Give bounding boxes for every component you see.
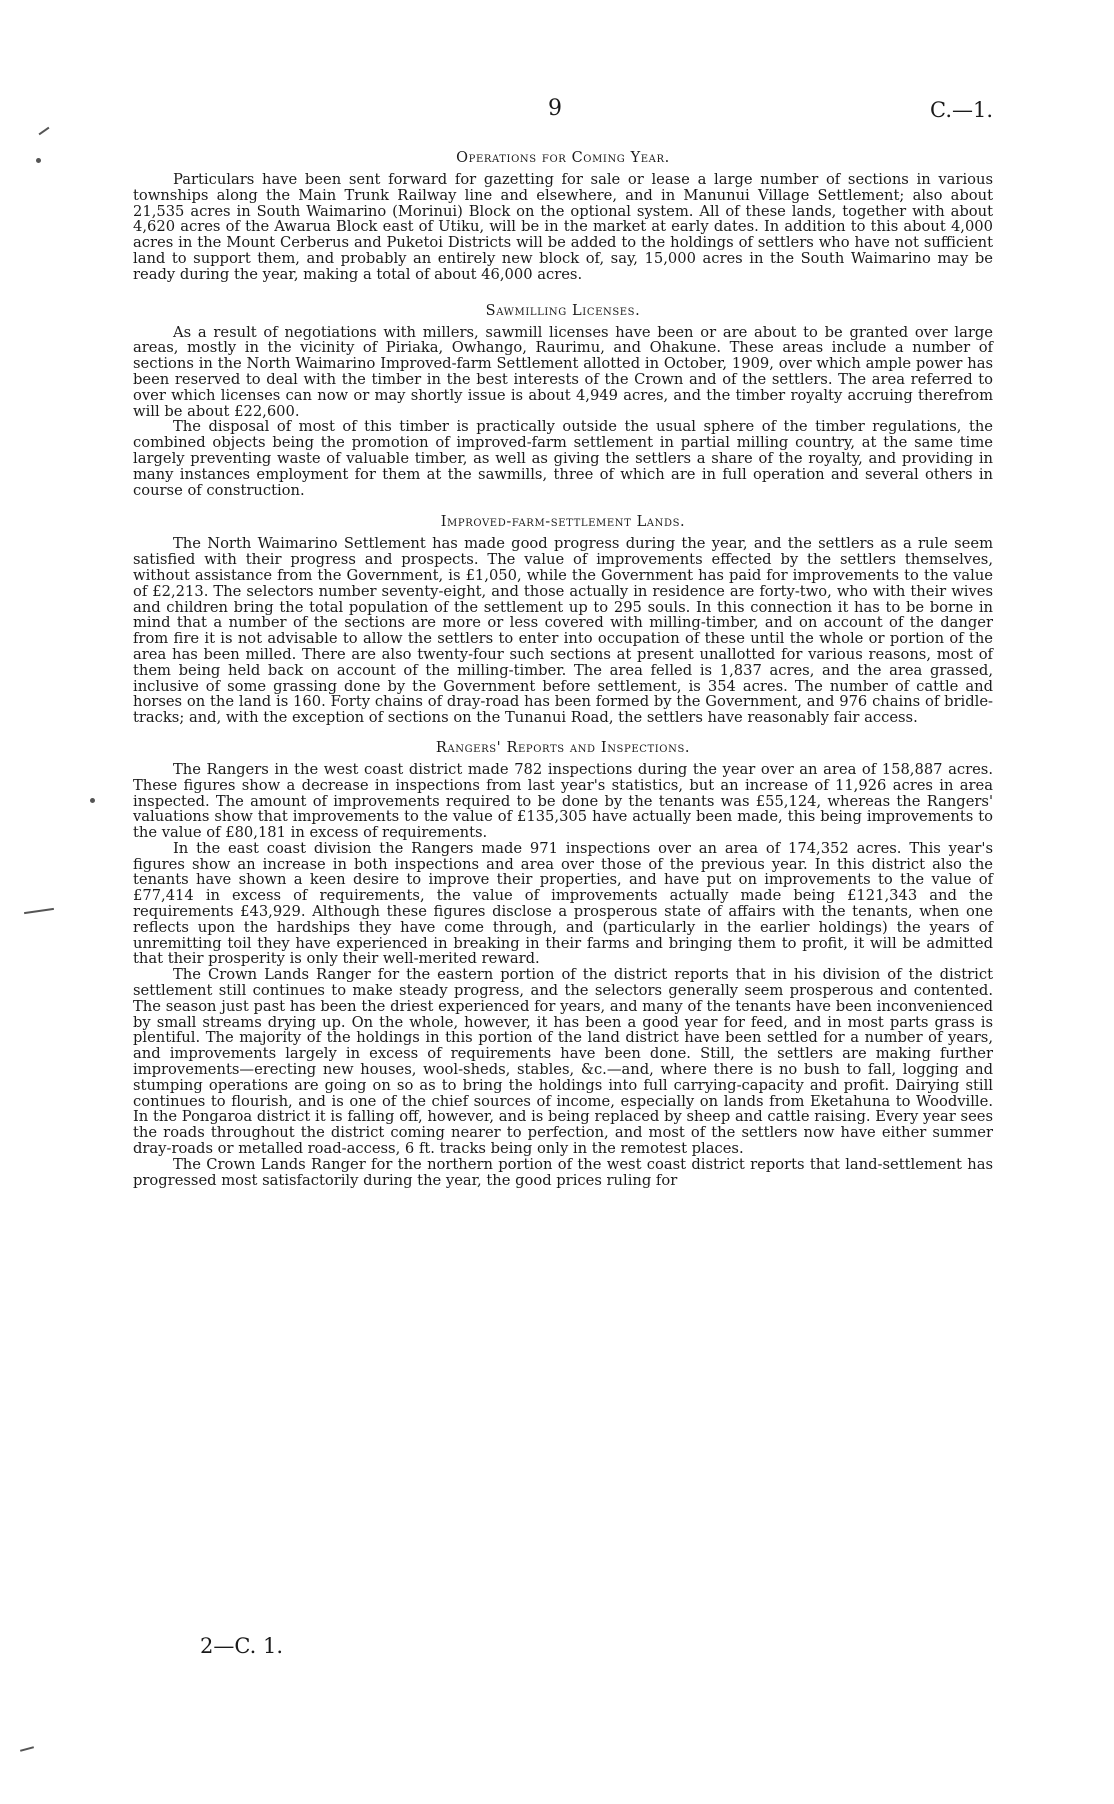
paragraph: In the east coast division the Rangers made 971 inspections over an area of 174,352 acres. This year's figures show an increase in both inspections and area over those of the previous year. In this district also the tenants have shown a keen desire to improve their properties, and have put on improvements to the value of £77,414 in excess of requirements, the value of improvements actually made being £121,343 and the requirements £43,929. Although these figures disclose a prosperous state of affairs with the tenants, when one reflects upon the hardships they have come through, and (particularly in the earlier holdings) the years of unremitting toil they have experienced in breaking in their farms and bringing them to profit, it will be admitted that their prosperity is only their well-merited reward. (133, 839, 993, 968)
section-improved-farm (133, 512, 993, 726)
section-heading: Operations for Coming Year. (456, 150, 670, 166)
margin-mark (20, 1746, 34, 1752)
paragraph: The Crown Lands Ranger for the northern portion of the west coast district reports that land-settlement has progressed most satisfactorily during the year, the good prices ruling for (133, 1155, 993, 1189)
paragraph: As a result of negotiations with millers, sawmill licenses have been or are about to be granted over large areas, mostly in the vicinity of Piriaka, Owhango, Raurimu, and Ohakune. These areas include a number of sections in the North Waimarino Improved-farm Settlement allotted in October, 1909, over which ample power has been reserved to deal with the timber in the best interests of the Crown and of the settlers. The area referred to over which licenses can now or may shortly issue is about 4,949 acres, and the timber royalty accruing therefrom will be about £22,600. (133, 323, 993, 420)
section-sawmilling (133, 301, 993, 499)
page-number: 9 (548, 96, 562, 121)
section-operations (133, 148, 993, 283)
margin-mark (36, 158, 41, 163)
section-rangers (133, 738, 993, 1189)
paragraph: The Crown Lands Ranger for the eastern portion of the district reports that in his division of the district settlement still continues to make steady progress, and the selectors generally seem prosperous and contented. The season just past has been the driest experienced for years, and many of the tenants have been inconvenienced by small streams drying up. On the whole, however, it has been a good year for feed, and in most parts grass is plentiful. The majority of the holdings in this portion of the land district have been settled for a number of years, and improvements largely in excess of requirements have been done. Still, the settlers are making further improvements—erecting new houses, wool-sheds, stables, &c.—and, where there is no bush to fall, logging and stumping operations are going on so as to bring the holdings into full carrying-capacity and profit. Dairying still continues to flourish, and is one of the chief sources of income, especially on lands from Eketahuna to Woodville. In the Pongaroa district it is falling off, however, and is being replaced by sheep and cattle raising. Every year sees the roads throughout the district coming nearer to perfection, and most of the settlers now have either summer dray-roads or metalled road-access, 6 ft. tracks being only in the remotest places. (133, 966, 993, 1158)
paragraph: The Rangers in the west coast district made 782 inspections during the year over an area of 158,887 acres. These figures show a decrease in inspections from last year's statistics, but an increase of 11,926 acres in area inspected. The amount of improvements required to be done by the tenants was £55,124, whereas the Rangers' valuations show that improvements to the value of £135,305 have actually been made, this being improvements to the value of £80,181 in excess of requirements. (133, 760, 993, 842)
document-body (133, 148, 993, 1188)
paragraph: The disposal of most of this timber is practically outside the usual sphere of the timber regulations, the combined objects being the promotion of improved-farm settlement in partial milling country, at the same time largely preventing waste of valuable timber, as well as giving the settlers a share of the royalty, and providing in many instances employment for them at the sawmills, three of which are in full operation and several others in course of construction. (133, 418, 993, 499)
signature-mark: 2—C. 1. (200, 1634, 284, 1658)
margin-mark (24, 908, 54, 914)
section-heading: Rangers' Reports and Inspections. (435, 739, 691, 756)
paragraph: The North Waimarino Settlement has made good progress during the year, and the settlers as a rule seem satisfied with their progress and prospects. The value of improvements effected by the settlers themselves, without assistance from the Government, is £1,050, while the Government has paid for improvements to the value of £2,213. The selectors number seventy-eight, and those actually in residence are forty-two, who with their wives and children bring the total population of the settlement up to 295 souls. In this connection it has to be borne in mind that a number of the sections are more or less covered with milling-timber, and on account of the danger from fire it is not advisable to allow the settlers to enter into occupation of these until the whole or portion of the area has been milled. There are also twenty-four such sections at present unallotted for various reasons, most of them being held back on account of the milling-timber. The area felled is 1,837 acres, and the area grassed, inclusive of some grassing done by the Government before settlement, is 354 acres. The number of cattle and horses on the land is 160. Forty chains of dray-road has been formed by the Government, and 976 chains of bridle-tracks; and, with the exception of sections on the Tunanui Road, the settlers have reasonably fair access. (133, 535, 993, 727)
section-heading: Improved-farm-settlement Lands. (440, 514, 686, 531)
margin-mark (39, 127, 50, 136)
paragraph: Particulars have been sent forward for gazetting for sale or lease a large number of sections in various townships along the Main Trunk Railway line and elsewhere, and in Manunui Village Settlement; also about 21,535 acres in South Waimarino (Morinui) Block on the optional system. All of these lands, together with about 4,620 acres of the Awarua Block east of Utiku, will be in the market at early dates. In addition to this about 4,000 acres in the Mount Cerberus and Puketoi Districts will be added to the holdings of settlers who have not sufficient land to support them, and probably an entirely new block of, say, 15,000 acres in the South Waimarino may be ready during the year, making a total of about 46,000 acres. (133, 171, 993, 283)
margin-mark (90, 798, 95, 803)
document-reference: C.—1. (930, 98, 994, 122)
section-heading: Sawmilling Licenses. (485, 302, 641, 319)
